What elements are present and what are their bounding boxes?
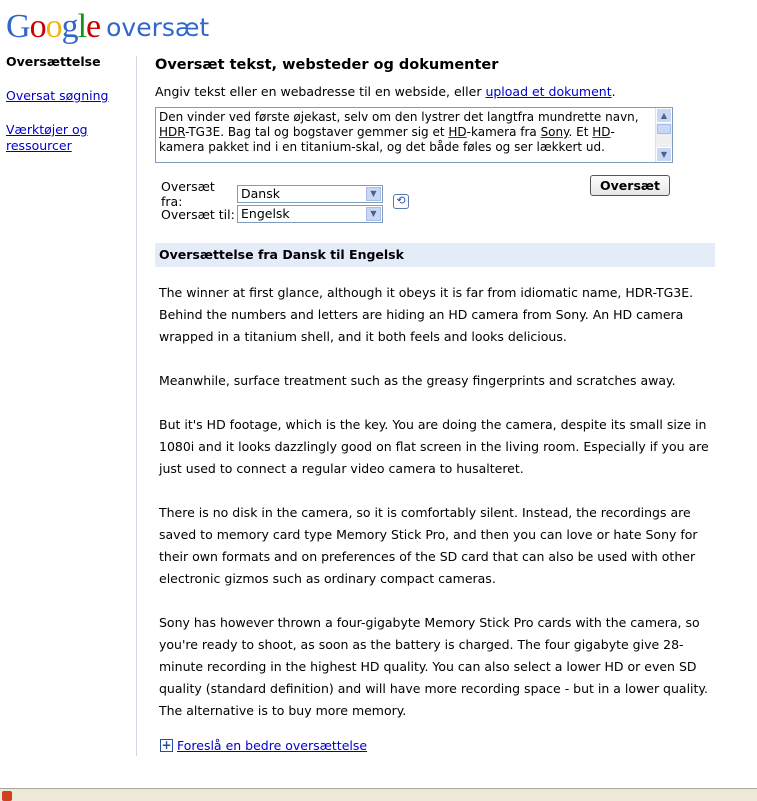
sidebar — [6, 54, 126, 172]
source-text-marked-word: Sony — [540, 125, 569, 139]
source-text-segment: Den vinder ved første øjekast, selv om den lystrer det langtfra mundrette navn, — [159, 110, 639, 124]
source-language-select[interactable] — [237, 185, 383, 203]
translate-button[interactable]: Oversæt — [590, 175, 670, 196]
page-title: Oversæt tekst, websteder og dokumenter — [155, 57, 499, 73]
sidebar-item-translated-search[interactable]: Oversat søgning — [6, 88, 109, 103]
plus-icon[interactable]: + — [161, 738, 172, 752]
target-language-row — [161, 205, 383, 223]
logo-letter: o — [29, 8, 46, 45]
sidebar-divider — [136, 56, 137, 756]
suggest-translation-link[interactable]: Foreslå en bedre oversættelse — [177, 738, 368, 753]
result-paragraph: Meanwhile, surface treatment such as the greasy fingerprints and scratches away. — [159, 373, 676, 388]
target-language-value: Engelsk — [241, 206, 290, 221]
result-paragraph: But it's HD footage, which is the key. You are doing the camera, despite its small size in 1080i and it looks dazzlingly good on flat screen in the living room. Especially if you are just used to connect a regular video camera to husalteret. — [159, 417, 709, 476]
sidebar-item-translation: Oversættelse — [6, 54, 101, 69]
upload-document-link[interactable]: upload et dokument — [485, 84, 612, 99]
source-language-label: Oversæt fra: — [161, 179, 215, 209]
google-logo[interactable] — [6, 8, 100, 46]
logo-letter: l — [77, 8, 87, 45]
product-name: oversæt — [106, 13, 210, 42]
source-text-segment: -TG3E. Bag tal og bogstaver gemmer sig et — [185, 125, 449, 139]
logo-letter: g — [61, 8, 78, 45]
main-content — [155, 54, 715, 753]
target-language-select[interactable] — [237, 205, 383, 223]
result-paragraph: Sony has however thrown a four-gigabyte Memory Stick Pro cards with the camera, so you're ready to shoot, as soon as the battery is charged. The four gigabyte give 28-minute recording in the highest HD quality. You can also select a lower HD or even SD quality (standard definition) and will have more recording space - but in a lower quality. The alternative is to buy more memory. — [159, 615, 709, 718]
source-text-segment: -kamera pakket ind i en titanium-skal, og det både føles og ser lækkert ud. — [159, 125, 615, 154]
scroll-down-icon[interactable]: ▼ — [656, 147, 672, 162]
source-language-value: Dansk — [241, 186, 280, 201]
source-text-marked-word: HD — [448, 125, 467, 139]
source-text-marked-word: HD — [592, 125, 611, 139]
sidebar-item-tools-resources[interactable]: Værktøjer og ressourcer — [6, 122, 88, 153]
browser-status-bar — [0, 788, 757, 801]
logo-letter: o — [45, 8, 62, 45]
header — [6, 4, 209, 46]
source-text-marked-word: HDR — [159, 125, 186, 139]
swap-languages-icon[interactable]: ⟲ — [393, 194, 409, 209]
chevron-down-icon[interactable]: ▼ — [366, 207, 381, 221]
textarea-scrollbar[interactable] — [655, 108, 672, 162]
intro-text — [155, 84, 715, 100]
result-paragraph: The winner at first glance, although it obeys it is far from idiomatic name, HDR-TG3E. Behind the numbers and letters are hiding an HD camera from Sony. An HD camera wrapped in a titanium shell, and it both feels and looks delicious. — [159, 285, 694, 344]
suggest-translation — [160, 738, 367, 753]
scroll-up-icon[interactable]: ▲ — [656, 108, 672, 123]
scroll-thumb[interactable] — [657, 124, 671, 134]
chevron-down-icon[interactable]: ▼ — [366, 187, 381, 201]
source-text-input[interactable] — [155, 107, 673, 163]
logo-letter: e — [86, 8, 101, 45]
source-text-segment: . Et — [568, 125, 593, 139]
result-paragraph: There is no disk in the camera, so it is comfortably silent. Instead, the recordings are saved to memory card type Memory Stick Pro, and then you can love or hate Sony for their own formats and on preferences of the SD card that can also be used with other electronic gizmos such as ordinary compact cameras. — [159, 505, 698, 586]
intro-label: Angiv tekst eller en webadresse til en webside, eller — [155, 84, 486, 99]
translation-result — [159, 282, 711, 744]
logo-letter: G — [6, 8, 30, 45]
intro-period: . — [611, 84, 616, 99]
target-language-label: Oversæt til: — [161, 206, 235, 222]
source-text-segment: -kamera fra — [466, 125, 541, 139]
result-header: Oversættelse fra Dansk til Engelsk — [155, 243, 715, 267]
